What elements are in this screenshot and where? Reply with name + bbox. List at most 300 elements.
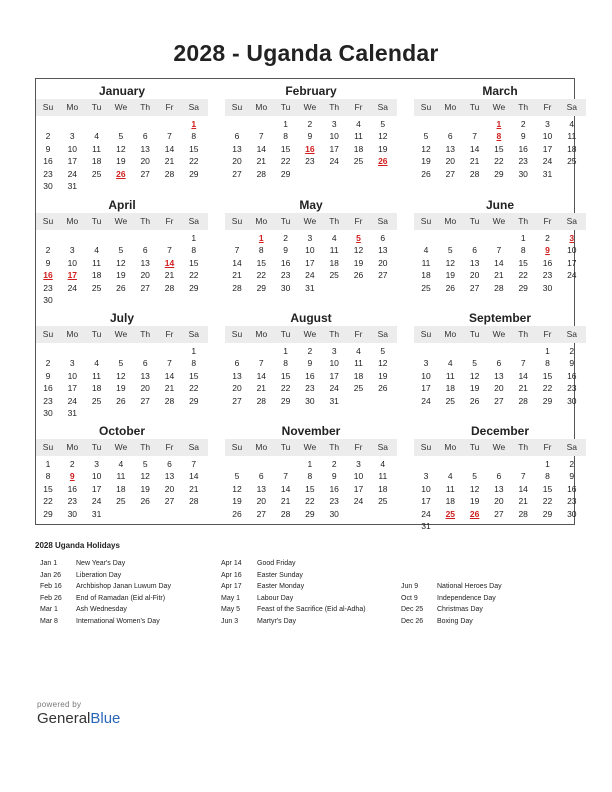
holiday-name: International Women's Day	[76, 617, 160, 625]
day-cell: 5	[118, 358, 124, 369]
weekday-label: Fr	[354, 102, 363, 112]
day-cell: 11	[329, 245, 339, 256]
weekday-label: We	[114, 442, 128, 452]
day-cell: 27	[469, 282, 480, 293]
holidays-title: 2028 Uganda Holidays	[35, 541, 120, 550]
day-cell: 21	[518, 496, 528, 507]
weekday-label: Th	[329, 102, 340, 112]
day-cell: 30	[329, 508, 339, 519]
day-cell: 12	[232, 483, 242, 494]
day-cell: 26	[445, 282, 456, 293]
day-cell: 23	[43, 282, 53, 293]
day-cell: 18	[445, 496, 456, 507]
holiday-day-cell: 26	[116, 168, 126, 179]
weekday-label: Fr	[543, 442, 552, 452]
weekday-label: Mo	[255, 216, 268, 226]
day-cell: 7	[167, 131, 172, 142]
day-cell: 29	[256, 282, 267, 293]
day-cell: 5	[118, 245, 124, 256]
day-cell: 17	[567, 257, 577, 268]
day-cell: 3	[69, 245, 75, 256]
day-cell: 20	[140, 156, 150, 167]
day-cell: 2	[307, 346, 313, 356]
day-cell: 20	[140, 270, 150, 281]
day-cell: 8	[45, 471, 51, 482]
holiday-day-cell: 26	[378, 156, 388, 167]
day-cell: 12	[421, 143, 431, 154]
day-cell: 2	[331, 459, 337, 469]
weekday-label: Fr	[165, 216, 174, 226]
day-cell: 5	[380, 346, 386, 356]
day-cell: 3	[331, 346, 337, 356]
day-cell: 30	[567, 508, 577, 519]
day-cell: 29	[494, 168, 504, 179]
holiday-date: Feb 26	[40, 594, 62, 602]
day-cell: 22	[189, 270, 199, 281]
day-cell: 18	[91, 270, 102, 281]
holiday-date: May 1	[221, 594, 241, 602]
month-name: October	[98, 424, 145, 438]
day-cell: 31	[305, 282, 315, 293]
day-cell: 8	[283, 131, 288, 142]
day-cell: 25	[445, 395, 456, 406]
day-cell: 3	[545, 119, 550, 129]
holiday-day-cell: 16	[305, 143, 315, 154]
day-cell: 17	[421, 496, 431, 507]
holiday-day-cell: 9	[545, 245, 550, 256]
holiday-date: May 5	[221, 606, 241, 613]
day-cell: 18	[353, 370, 364, 381]
day-cell: 5	[472, 471, 477, 482]
day-cell: 6	[496, 358, 502, 369]
day-cell: 18	[329, 257, 339, 268]
day-cell: 30	[67, 508, 78, 519]
day-cell: 4	[423, 245, 429, 256]
weekday-label: Tu	[280, 216, 291, 226]
day-cell: 19	[421, 156, 431, 167]
day-cell: 25	[329, 270, 339, 281]
day-cell: 22	[43, 496, 53, 507]
day-cell: 23	[305, 156, 315, 167]
day-cell: 14	[494, 257, 504, 268]
day-cell: 20	[232, 383, 242, 394]
day-cell: 5	[472, 358, 477, 369]
day-cell: 6	[496, 471, 502, 482]
day-cell: 15	[256, 257, 267, 268]
day-cell: 27	[232, 395, 242, 406]
day-cell: 19	[116, 270, 126, 281]
holiday-item	[401, 595, 576, 607]
day-cell: 12	[116, 143, 126, 154]
holiday-item	[40, 560, 210, 572]
day-cell: 23	[305, 383, 315, 394]
day-cell: 22	[542, 496, 553, 507]
day-cell: 28	[164, 395, 175, 406]
day-cell: 13	[494, 370, 504, 381]
weekday-label: Su	[231, 442, 243, 452]
day-cell: 29	[280, 395, 291, 406]
day-cell: 1	[283, 119, 288, 129]
holiday-name: Boxing Day	[437, 617, 473, 625]
weekday-label: Tu	[469, 102, 480, 112]
day-cell: 28	[164, 282, 175, 293]
day-cell: 18	[421, 270, 431, 281]
day-cell: 15	[494, 143, 504, 154]
day-cell: 9	[520, 131, 526, 142]
day-cell: 23	[43, 395, 53, 406]
day-cell: 24	[421, 508, 431, 519]
day-cell: 18	[91, 383, 102, 394]
holiday-list-column-1	[40, 560, 210, 629]
day-cell: 22	[256, 270, 267, 281]
holiday-date: Jan 1	[40, 560, 58, 567]
day-cell: 16	[305, 370, 315, 381]
day-cell: 26	[469, 395, 480, 406]
day-cell: 27	[256, 508, 267, 519]
day-cell: 23	[67, 496, 78, 507]
day-cell: 15	[189, 257, 199, 268]
weekday-label: Tu	[280, 102, 291, 112]
holiday-name: Liberation Day	[76, 571, 122, 579]
day-cell: 23	[280, 270, 291, 281]
holiday-day-cell: 1	[191, 119, 197, 129]
holiday-name: Easter Monday	[257, 583, 305, 590]
day-cell: 28	[164, 168, 175, 179]
day-cell: 15	[305, 483, 315, 494]
day-cell: 19	[140, 483, 150, 494]
holiday-item	[221, 572, 396, 584]
weekday-label: Su	[42, 442, 54, 452]
holiday-item	[40, 572, 210, 584]
weekday-label: Sa	[377, 102, 388, 112]
day-cell: 12	[378, 358, 388, 369]
weekday-label: Tu	[469, 216, 480, 226]
day-cell: 23	[518, 156, 528, 167]
day-cell: 14	[518, 483, 528, 494]
day-cell: 4	[447, 358, 453, 369]
weekday-label: We	[114, 329, 128, 339]
day-cell: 25	[421, 282, 431, 293]
day-cell: 7	[520, 358, 526, 369]
day-cell: 10	[91, 471, 102, 482]
holiday-item	[401, 583, 576, 595]
holiday-item	[221, 583, 396, 595]
day-cell: 30	[518, 168, 528, 179]
day-cell: 6	[234, 358, 240, 369]
month-name: June	[485, 198, 514, 212]
brand-name	[37, 710, 120, 727]
day-cell: 5	[142, 459, 148, 469]
day-cell: 10	[67, 257, 78, 268]
day-cell: 24	[329, 383, 339, 394]
holiday-day-cell: 1	[258, 233, 264, 243]
month-name: January	[98, 84, 146, 98]
day-cell: 25	[91, 168, 102, 179]
holiday-item	[40, 618, 210, 630]
day-cell: 16	[542, 257, 553, 268]
day-cell: 31	[329, 395, 339, 406]
weekday-label: Th	[329, 216, 340, 226]
day-cell: 18	[353, 143, 364, 154]
weekday-label: Th	[329, 329, 340, 339]
day-cell: 16	[518, 143, 528, 154]
holiday-item	[40, 595, 210, 607]
day-cell: 22	[280, 383, 291, 394]
day-cell: 25	[116, 496, 126, 507]
holiday-name: Ash Wednesday	[76, 606, 127, 613]
holiday-date: Jun 3	[221, 617, 239, 625]
day-cell: 12	[469, 370, 480, 381]
day-cell: 11	[567, 131, 577, 142]
day-cell: 31	[67, 408, 78, 418]
day-cell: 20	[469, 270, 480, 281]
page-title: 2028 - Uganda Calendar	[173, 40, 439, 66]
day-cell: 11	[354, 131, 363, 142]
weekday-label: Th	[518, 442, 529, 452]
day-cell: 30	[43, 408, 53, 418]
day-cell: 9	[45, 257, 51, 268]
weekday-label: Sa	[188, 442, 199, 452]
day-cell: 17	[305, 257, 315, 268]
day-cell: 22	[189, 156, 199, 167]
weekday-label: We	[114, 102, 128, 112]
weekday-label: We	[114, 216, 128, 226]
day-cell: 15	[542, 483, 553, 494]
holiday-item	[401, 606, 576, 618]
month-name: November	[281, 424, 341, 438]
month-name: May	[299, 198, 323, 212]
weekday-label: Sa	[188, 329, 199, 339]
day-cell: 29	[189, 395, 199, 406]
weekday-label: Mo	[444, 442, 457, 452]
holiday-date: Dec 25	[401, 606, 424, 613]
day-cell: 23	[567, 496, 577, 507]
day-cell: 24	[567, 270, 577, 281]
holiday-date: Apr 16	[221, 571, 242, 579]
day-cell: 6	[258, 471, 264, 482]
holiday-name: Independence Day	[437, 594, 496, 602]
day-cell: 8	[258, 245, 264, 256]
day-cell: 21	[256, 156, 267, 167]
day-cell: 30	[542, 282, 553, 293]
weekday-label: Fr	[165, 442, 174, 452]
day-cell: 31	[421, 521, 431, 531]
weekday-label: Tu	[91, 216, 102, 226]
day-cell: 8	[545, 471, 550, 482]
day-cell: 15	[43, 483, 53, 494]
day-cell: 19	[378, 370, 388, 381]
weekday-label: We	[492, 329, 506, 339]
day-cell: 24	[329, 156, 339, 167]
day-cell: 8	[307, 471, 313, 482]
day-cell: 4	[331, 233, 337, 243]
day-cell: 20	[445, 156, 456, 167]
day-cell: 24	[305, 270, 315, 281]
day-cell: 23	[567, 383, 577, 394]
weekday-label: Th	[140, 216, 151, 226]
day-cell: 15	[542, 370, 553, 381]
weekday-label: We	[492, 102, 506, 112]
day-cell: 7	[258, 358, 264, 369]
weekday-label: We	[303, 102, 317, 112]
day-cell: 14	[256, 143, 267, 154]
day-cell: 6	[142, 131, 148, 142]
weekday-label: Tu	[469, 442, 480, 452]
month-name: December	[470, 424, 530, 438]
day-cell: 7	[234, 245, 240, 256]
holiday-date: Apr 14	[221, 560, 242, 567]
day-cell: 3	[423, 358, 429, 369]
day-cell: 21	[189, 483, 199, 494]
day-cell: 28	[256, 395, 267, 406]
day-cell: 11	[378, 471, 388, 482]
day-cell: 17	[67, 156, 78, 167]
day-cell: 15	[280, 370, 291, 381]
weekday-label: Mo	[255, 329, 268, 339]
day-cell: 2	[545, 233, 550, 243]
day-cell: 19	[469, 496, 480, 507]
brand-general-text: General	[37, 710, 91, 727]
day-cell: 20	[494, 496, 504, 507]
day-cell: 10	[421, 370, 431, 381]
weekday-label: Su	[420, 102, 432, 112]
day-cell: 12	[116, 257, 126, 268]
day-cell: 28	[189, 496, 199, 507]
day-cell: 7	[167, 245, 172, 256]
weekday-header-row	[414, 213, 586, 230]
weekday-header-row	[225, 99, 397, 116]
weekday-label: Tu	[91, 102, 102, 112]
day-cell: 20	[494, 383, 504, 394]
day-cell: 16	[567, 370, 577, 381]
day-cell: 4	[356, 119, 361, 129]
weekday-label: Fr	[165, 329, 174, 339]
weekday-header-row	[414, 326, 586, 343]
day-cell: 9	[307, 358, 313, 369]
day-cell: 2	[569, 459, 575, 469]
day-cell: 9	[45, 370, 51, 381]
holiday-day-cell: 17	[67, 270, 78, 281]
holiday-name: Good Friday	[257, 560, 296, 567]
weekday-label: We	[303, 442, 317, 452]
day-cell: 23	[542, 270, 553, 281]
day-cell: 20	[256, 496, 267, 507]
day-cell: 28	[232, 282, 242, 293]
day-cell: 7	[167, 358, 172, 369]
day-cell: 13	[140, 257, 150, 268]
day-cell: 6	[472, 245, 477, 256]
day-cell: 3	[69, 358, 75, 369]
weekday-label: Th	[518, 102, 529, 112]
day-cell: 5	[447, 245, 453, 256]
day-cell: 11	[445, 370, 455, 381]
day-cell: 10	[67, 143, 78, 154]
holiday-day-cell: 9	[69, 471, 75, 482]
holiday-date: Dec 26	[401, 617, 424, 625]
day-cell: 16	[280, 257, 291, 268]
day-cell: 1	[307, 459, 313, 469]
weekday-label: Su	[231, 102, 243, 112]
day-cell: 26	[140, 496, 150, 507]
holiday-item	[40, 606, 210, 618]
weekday-label: Fr	[543, 102, 552, 112]
day-cell: 26	[421, 168, 431, 179]
generalblue-logo[interactable]	[37, 700, 120, 727]
day-cell: 18	[567, 143, 577, 154]
day-cell: 5	[118, 131, 124, 142]
holiday-name: Archbishop Janan Luwum Day	[76, 583, 171, 590]
day-cell: 30	[280, 282, 291, 293]
holiday-name: Easter Sunday	[257, 571, 303, 579]
day-cell: 27	[232, 168, 242, 179]
day-cell: 22	[494, 156, 504, 167]
day-cell: 27	[378, 270, 388, 281]
weekday-header-row	[36, 326, 208, 343]
day-cell: 18	[116, 483, 126, 494]
month-name: April	[108, 198, 136, 212]
day-cell: 14	[164, 370, 175, 381]
day-cell: 1	[520, 233, 526, 243]
day-cell: 19	[445, 270, 456, 281]
day-cell: 11	[116, 471, 126, 482]
day-cell: 16	[567, 483, 577, 494]
weekday-label: We	[492, 442, 506, 452]
day-cell: 6	[142, 358, 148, 369]
weekday-label: Th	[329, 442, 340, 452]
day-cell: 16	[43, 383, 53, 394]
day-cell: 21	[494, 270, 504, 281]
day-cell: 4	[118, 459, 124, 469]
weekday-label: Fr	[354, 329, 363, 339]
day-cell: 12	[140, 471, 150, 482]
day-cell: 22	[305, 496, 315, 507]
day-cell: 28	[494, 282, 504, 293]
day-cell: 6	[234, 131, 240, 142]
day-cell: 10	[67, 370, 78, 381]
day-cell: 14	[164, 143, 175, 154]
day-cell: 25	[91, 282, 102, 293]
day-cell: 30	[305, 395, 315, 406]
holiday-day-cell: 5	[356, 233, 361, 243]
weekday-label: We	[303, 216, 317, 226]
day-cell: 2	[45, 245, 51, 256]
day-cell: 21	[164, 383, 175, 394]
day-cell: 11	[445, 483, 455, 494]
holiday-date: Feb 16	[40, 583, 62, 590]
weekday-label: Su	[420, 216, 432, 226]
day-cell: 26	[116, 395, 126, 406]
day-cell: 22	[542, 383, 553, 394]
day-cell: 25	[567, 156, 577, 167]
weekday-label: Fr	[354, 442, 363, 452]
day-cell: 13	[445, 143, 456, 154]
day-cell: 3	[423, 471, 429, 482]
day-cell: 3	[307, 233, 313, 243]
day-cell: 21	[164, 156, 175, 167]
holiday-name: New Year's Day	[76, 560, 126, 567]
weekday-header-row	[414, 439, 586, 456]
holiday-item	[221, 618, 396, 630]
day-cell: 15	[189, 143, 199, 154]
day-cell: 20	[232, 156, 242, 167]
day-cell: 4	[380, 459, 386, 469]
day-cell: 10	[421, 483, 431, 494]
day-cell: 23	[43, 168, 53, 179]
day-cell: 1	[545, 459, 550, 469]
day-cell: 29	[189, 168, 199, 179]
day-cell: 4	[447, 471, 453, 482]
day-cell: 29	[542, 508, 553, 519]
